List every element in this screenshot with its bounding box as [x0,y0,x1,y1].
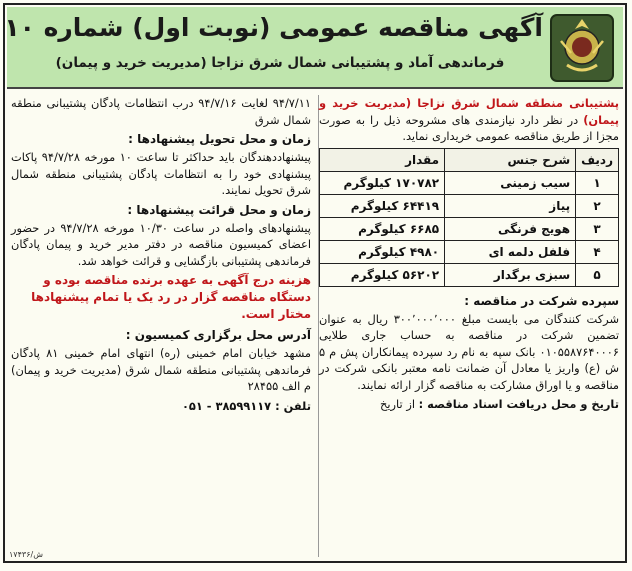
row-number: ۳ [576,217,619,240]
reading-heading: زمان و محل قرائت پیشنهادها : [127,202,311,217]
docs-dates: ۹۴/۷/۱۱ لغایت ۹۴/۷/۱۶ درب انتظامات پادگان پشتیبانی منطقه شمال شرق [11,96,311,127]
right-column [319,95,619,561]
address-heading: آدرس محل برگزاری کمیسیون : [125,328,311,342]
row-number: ۱ [576,171,619,194]
docs-paragraph [319,396,619,413]
cost-warning: هزینه درج آگهی به عهده برنده مناقصه بوده و دستگاه مناقصه گزار در رد یک یا تمام پیشنهادها مختار است. [31,273,311,321]
item-description: هویج فرنگی [445,217,576,240]
intro-text: در نظر دارد نیازمندی های مشروحه ذیل را به صورت مجزا از طریق مناقصه عمومی خریداری نماید. [319,112,619,143]
item-description: فلفل دلمه ای [445,240,576,263]
col-header-row-number: ردیف [576,148,619,171]
table-row [320,263,619,286]
item-quantity: ۴۹۸۰ کیلوگرم [320,240,445,263]
address-text: مشهد خیابان امام خمینی (ره) انتهای امام خمینی ۸۱ پادگان فرماندهی پشتیبانی منطقه شمال شرق (مدیریت خرید و پیمان) م الف ۲۸۴۵۵ [11,346,312,393]
item-description: پیاز [445,194,576,217]
phone-number: تلفن : ۳۸۵۹۹۱۱۷ - ۰۵۱ [181,398,311,413]
left-column [11,95,311,561]
intro-paragraph [319,95,619,145]
table-row [320,217,619,240]
item-quantity: ۵۶۲۰۲ کیلوگرم [320,263,445,286]
army-emblem-icon [549,13,615,83]
table-header-row [320,148,619,171]
item-quantity: ۶۴۴۱۹ کیلوگرم [320,194,445,217]
table-row [320,194,619,217]
item-description: سبزی برگدار [445,263,576,286]
delivery-heading: زمان و محل تحویل پیشنهادها : [128,132,311,146]
notice-header [4,7,623,89]
docs-text: از تاریخ [380,397,415,411]
row-number: ۴ [576,240,619,263]
table-row [320,240,619,263]
item-description: سیب زمینی [445,171,576,194]
intro-org: پشتیبانی منطقه شمال شرق نزاجا (مدیریت خرید و پیمان) [319,96,619,127]
col-header-description: شرح جنس [445,148,576,171]
deposit-text: شرکت کنندگان می بایست مبلغ ۳۰۰٬۰۰۰٬۰۰۰ ریال به عنوان تضمین شرکت در مناقصه به حساب جاری طلایی ۰۱۰۵۵۸۷۶۴۰۰۰۶ بانک سپه به نام رد سپرده پیمانکاران پش م ۵ ش (ع) واریز یا معادل آن ضمانت نامه معتبر بانکی شرکت در مناقصه و یا اوراق مشارکت به مناقصه گزار ارائه نمایند. [319,311,619,392]
notice-subtitle: فرماندهی آماد و پشتیبانی شمال شرق نزاجا (مدیریت خرید و پیمان) [55,55,505,71]
col-header-quantity: مقدار [320,148,445,171]
items-table [319,148,619,287]
row-number: ۵ [576,263,619,286]
footer-code: ۱۷۴۳۶/ش [9,550,43,559]
notice-title: آگهی مناقصه عمومی (نوبت اول) شماره ۱۰ [4,13,543,42]
deposit-heading: سپرده شرکت در مناقصه : [464,293,619,308]
delivery-text: پیشنهاددهندگان باید حداکثر تا ساعت ۱۰ مورخه ۹۴/۷/۲۸ پاکات پیشنهادی خود را به انتظامات پادگان پشتیبانی منطقه شمال شرق تحویل نمایند. [11,150,311,197]
item-quantity: ۶۶۸۵ کیلوگرم [320,217,445,240]
table-row [320,171,619,194]
item-quantity: ۱۷۰۷۸۲ کیلوگرم [320,171,445,194]
docs-heading: تاریخ و محل دریافت اسناد مناقصه : [418,397,619,411]
reading-text: پیشنهادهای واصله در ساعت ۱۰/۳۰ مورخه ۹۴/۷/۲۸ در حضور اعضای کمیسیون مناقصه در دفتر مدیر خرید و پیمان پادگان فرماندهی پشتیبانی بازگشایی و قرائت خواهد شد. [11,220,311,268]
row-number: ۲ [576,194,619,217]
tender-notice [3,3,627,563]
